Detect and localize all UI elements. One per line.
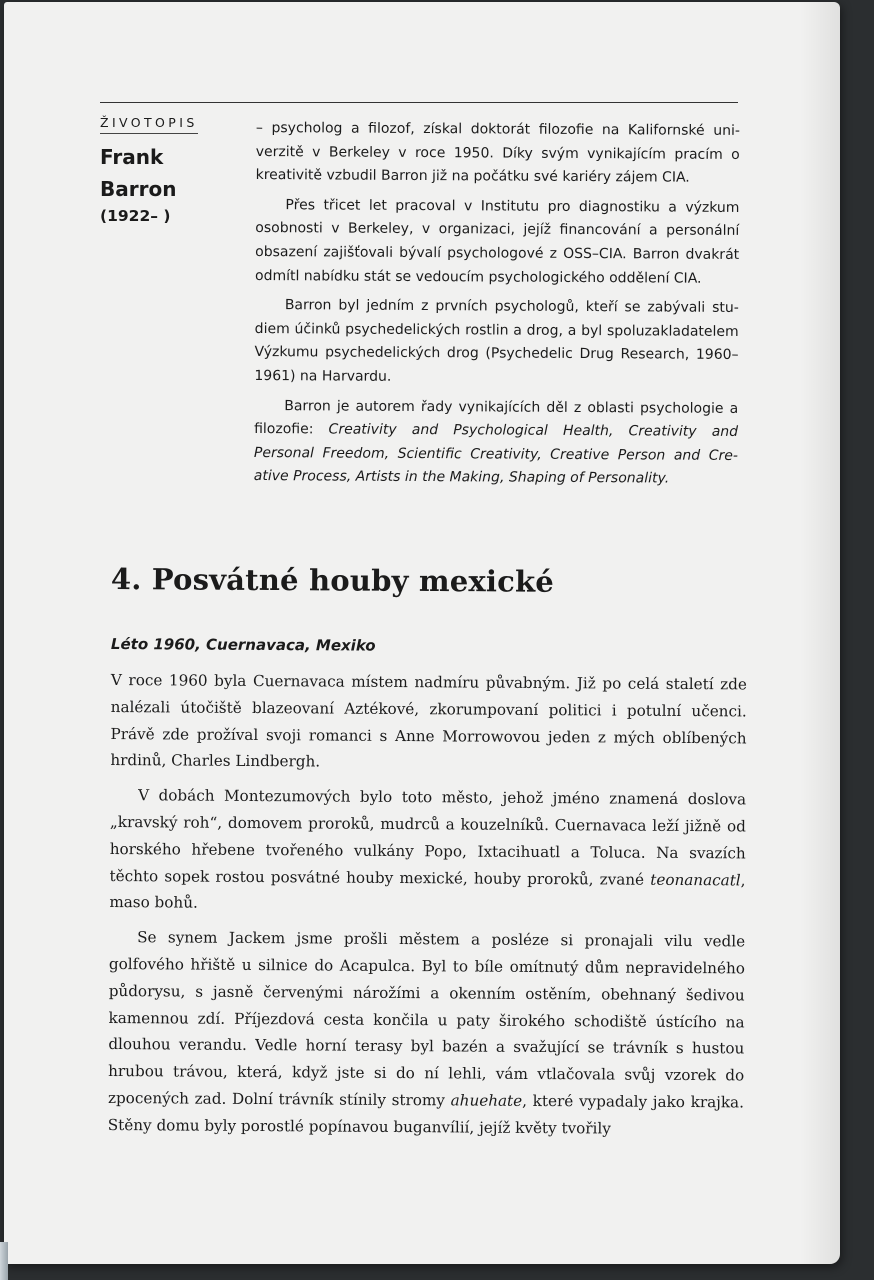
biography-text bbox=[254, 117, 740, 498]
body-text-run: Se synem Jackem jsme prošli městem a posléze si pronajali vilu vedle golfového hřiště u silnice do Acapulca. Byl to bíle omítnutý dům nepravidelného půdorysu, s jasně červenými nárožími a okenním ostěním, obehnaný šedivou kamennou zdí. Příjezdová cesta končila u paty širokého schodiště ústícího na dlouhou verandu. Vedle horní terasy byl bazén a svažující se trávník s hustou hrubou trávou, která, když jste si do ní lehli, vám vtlačovala svůj vzorek do zpocených zad. Dolní trávník stínily stromy bbox=[107, 928, 746, 1110]
bio-paragraph: Přes třicet let pracoval v Institutu pro diagnostiku a výzkum osobnosti v Berkeley, v organizaci, jejíž financování a personální obsazení zajišťovali bývalí psychologové z OSS–CIA. Barron dvakrát odmítl nabídku stát se vedoucím psychologického oddělení CIA. bbox=[254, 196, 740, 287]
body-italic-term: ahuehate bbox=[450, 1091, 523, 1110]
chapter-dateline: Léto 1960, Cuernavaca, Mexiko bbox=[110, 635, 376, 655]
bio-works-paragraph bbox=[254, 395, 739, 492]
body-text-run: , maso bohů. bbox=[109, 870, 746, 912]
body-text-run: , které vypadaly jako krajka. Stěny domu byly porostlé popínavou buganvílií, jejíž květy tvořily bbox=[107, 1091, 745, 1138]
biography-sidebar bbox=[100, 112, 240, 225]
body-italic-term: teonanacatl bbox=[650, 870, 741, 889]
bio-works-intro: Barron je autorem řady vynikajících děl z oblasti psychologie a filozofie: bbox=[254, 397, 739, 438]
body-text-run: V dobách Montezumových bylo toto město, jehož jméno znamená doslova „kravský roh“, domovem proroků, mudrců a kouzelníků. Cuernavaca leží jižně od horského hřebene tvořeného vulkány Popo, Ixtacihuatl a Toluca. Na svazích těchto sopek rostou posvátné houby mexické, houby proroků, zvané bbox=[109, 786, 747, 889]
chapter-title: 4. Posvátné houby mexické bbox=[110, 562, 555, 599]
body-paragraph bbox=[109, 782, 746, 920]
chapter-body bbox=[108, 667, 747, 1151]
bio-works-titles: Creativity and Psychological Health, Creativity and Personal Freedom, Scientific Creativity, Creative Person and Creative Process, Artists in the Making, Shaping of Personality. bbox=[253, 421, 739, 487]
bookmark-ribbon bbox=[0, 1242, 8, 1280]
biography-label: ŽIVOTOPIS bbox=[100, 115, 198, 134]
person-first-name: Frank bbox=[100, 145, 164, 169]
person-name bbox=[100, 141, 240, 205]
bio-paragraph: – psycholog a filozof, získal doktorát filozofie na Kalifornské univerzitě v Berkeley v roce 1950. Díky svým vynikajícím pracím o kreativitě vzbudil Barron již na počátku své kariéry zájem CIA. bbox=[255, 119, 740, 186]
body-paragraph bbox=[108, 924, 745, 1143]
bio-paragraph: Barron byl jedním z prvních psychologů, kteří se zabývali studiem účinků psychedelických rostlin a drog, a byl spoluzakladatelem Výzkumu psychedelických drog (Psychedelic Drug Research, 1960–1961) na Harvardu. bbox=[254, 297, 739, 385]
person-last-name: Barron bbox=[100, 177, 177, 201]
body-paragraph: V roce 1960 byla Cuernavaca místem nadmíru půvabným. Již po celá staletí zde nalézali útočiště blazeovaní Aztékové, zkorumpovaní politici i potulní učenci. Právě zde prožíval svoji romanci s Anne Morrowovou jeden z mých oblíbených hrdinů, Charles Lindbergh. bbox=[110, 670, 747, 771]
person-years: (1922– ) bbox=[100, 207, 171, 225]
header-rule bbox=[100, 102, 738, 103]
book-page bbox=[4, 2, 840, 1264]
